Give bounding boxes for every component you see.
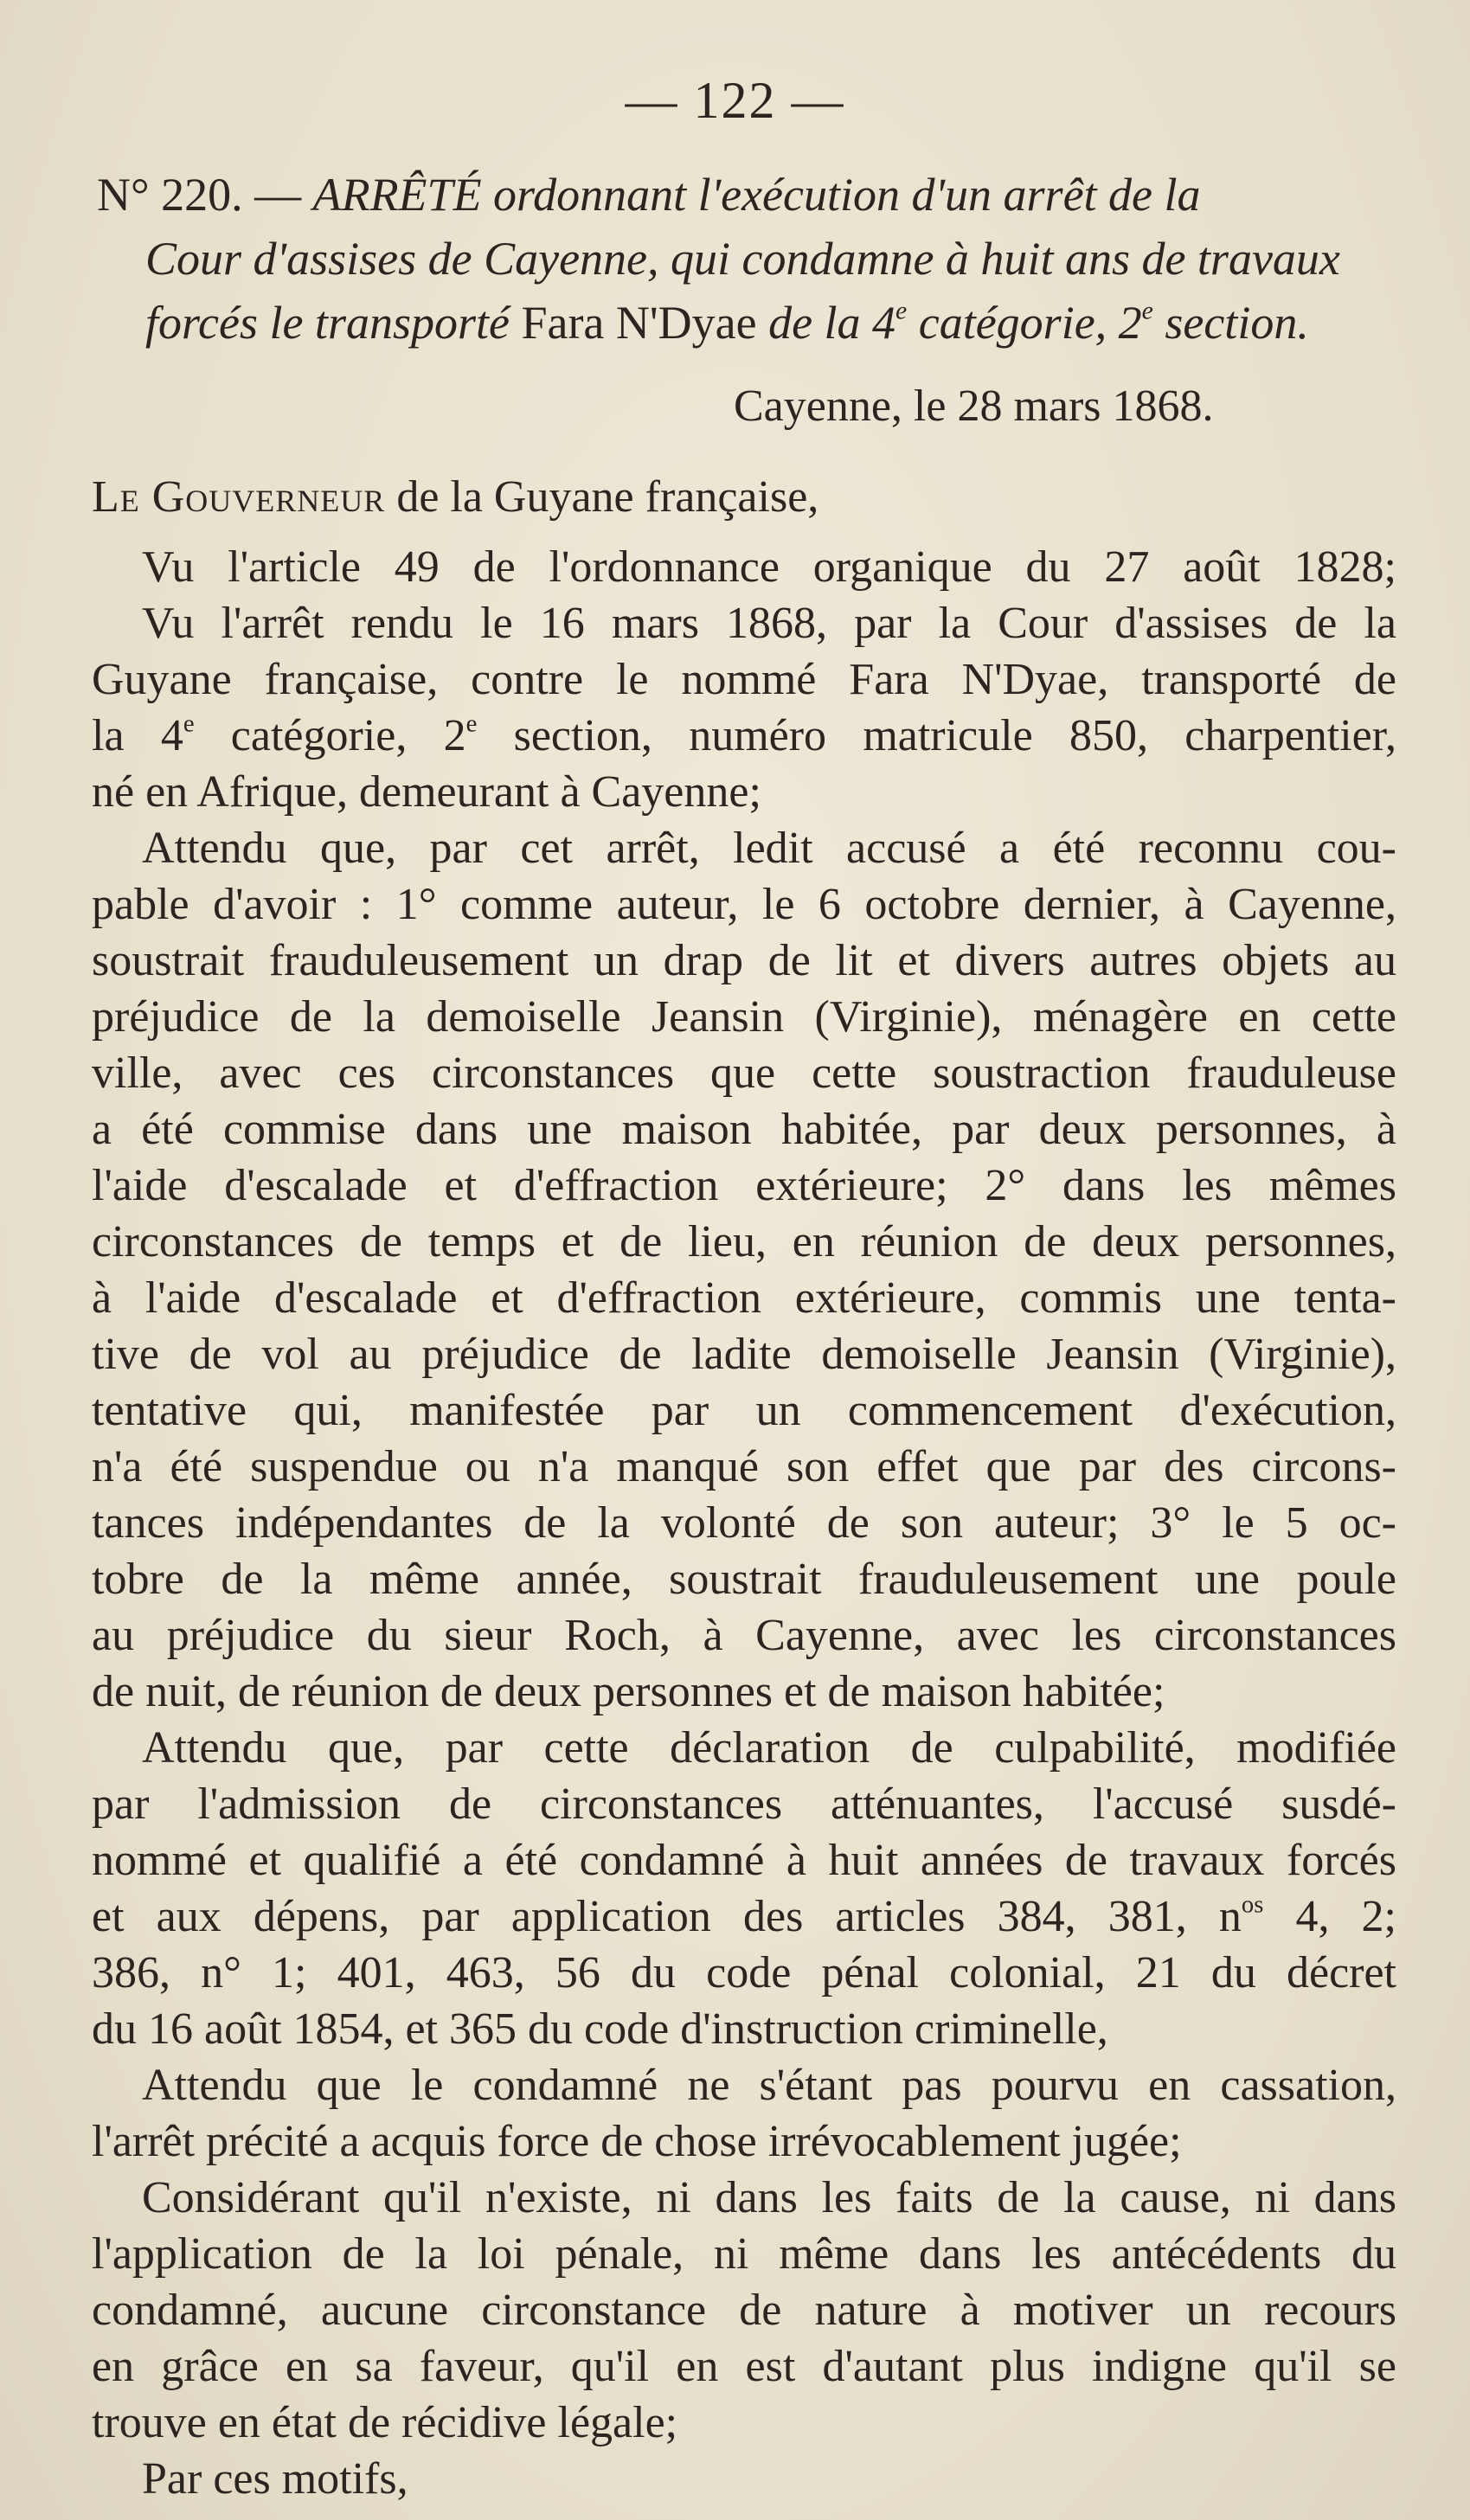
document-heading — [97, 163, 1395, 355]
text-line-10: ville, avec ces circonstances que cette soustraction frauduleuse — [92, 1048, 1396, 1098]
heading-title-3: forcés le transporté — [145, 297, 522, 349]
text-line-13: circonstances de temps et de lieu, en réunion de deux personnes, — [92, 1217, 1396, 1266]
text-line-34: trouve en état de récidive légale; — [92, 2398, 678, 2447]
governor-line — [92, 469, 1396, 525]
governor-title: Le Gouverneur — [92, 472, 386, 522]
text-line-25b: 4, 2; — [1263, 1892, 1396, 1941]
text-line-17: n'a été suspendue ou n'a manqué son effet que par des circons- — [92, 1442, 1396, 1491]
text-line-25-sup: os — [1241, 1891, 1264, 1919]
text-line-6: Attendu que, par cet arrêt, ledit accusé a été reconnu cou- — [142, 824, 1396, 873]
text-line-33: en grâce en sa faveur, qu'il en est d'autant plus indigne qu'il se — [92, 2342, 1396, 2391]
text-line-15: tive de vol au préjudice de ladite demoiselle Jeansin (Virginie), — [92, 1330, 1396, 1379]
text-line-3: Guyane française, contre le nommé Fara N'Dyae, transporté de — [92, 655, 1396, 704]
text-line-4-sup2: e — [465, 710, 478, 738]
heading-number: N° 220. — — [97, 169, 313, 221]
heading-tail-1: de la 4 — [756, 297, 896, 349]
heading-line-2: Cour d'assises de Cayenne, qui condamne à huit ans de travaux — [145, 233, 1340, 285]
text-line-20: au préjudice du sieur Roch, à Cayenne, avec les circonstances — [92, 1611, 1396, 1660]
text-line-18: tances indépendantes de la volonté de son auteur; 3° le 5 oc- — [92, 1498, 1396, 1548]
body-text — [92, 469, 1396, 2507]
text-line-5: né en Afrique, demeurant à Cayenne; — [92, 767, 761, 817]
text-line-25 — [92, 1888, 1396, 1945]
text-line-4-sup1: e — [183, 710, 195, 738]
heading-name: Fara N'Dyae — [521, 297, 757, 349]
text-line-31: l'application de la loi pénale, ni même dans les antécédents du — [92, 2229, 1396, 2279]
text-line-2: Vu l'arrêt rendu le 16 mars 1868, par la Cour d'assises de la — [142, 599, 1396, 648]
heading-line-1 — [97, 163, 1395, 227]
text-line-26: 386, n° 1; 401, 463, 56 du code pénal colonial, 21 du décret — [92, 1948, 1396, 1997]
text-line-28: Attendu que le condamné ne s'étant pas pourvu en cassation, — [142, 2061, 1396, 2110]
text-line-4b: catégorie, 2 — [194, 711, 466, 760]
heading-tail-2: catégorie, 2 — [907, 297, 1142, 349]
text-line-22: Attendu que, par cette déclaration de culpabilité, modifiée — [142, 1723, 1396, 1773]
text-line-11: a été commise dans une maison habitée, par deux personnes, à — [92, 1105, 1396, 1154]
text-line-4 — [92, 708, 1396, 764]
page-number: — 122 — — [625, 72, 845, 129]
heading-tail-3: section. — [1152, 297, 1309, 349]
text-line-12: l'aide d'escalade et d'effraction extérieure; 2° dans les mêmes — [92, 1161, 1396, 1210]
text-line-7: pable d'avoir : 1° comme auteur, le 6 octobre dernier, à Cayenne, — [92, 880, 1396, 929]
heading-title-1: ARRÊTÉ ordonnant l'exécution d'un arrêt de la — [312, 169, 1201, 221]
text-line-29: l'arrêt précité a acquis force de chose irrévocablement jugée; — [92, 2117, 1182, 2166]
text-line-23: par l'admission de circonstances atténuantes, l'accusé susdé- — [92, 1779, 1396, 1829]
text-line-1: Vu l'article 49 de l'ordonnance organique du 27 août 1828; — [142, 542, 1396, 592]
text-line-19: tobre de la même année, soustrait frauduleusement une poule — [92, 1555, 1396, 1604]
text-line-35: Par ces motifs, — [142, 2454, 408, 2504]
text-line-8: soustrait frauduleusement un drap de lit et divers autres objets au — [92, 936, 1396, 985]
text-line-4a: la 4 — [92, 711, 183, 760]
governor-rest: de la Guyane française, — [385, 472, 819, 522]
text-line-25a: et aux dépens, par application des articles 384, 381, n — [92, 1892, 1242, 1941]
heading-line-3 — [97, 291, 1395, 355]
text-line-21: de nuit, de réunion de deux personnes et de maison habitée; — [92, 1667, 1165, 1716]
text-line-14: à l'aide d'escalade et d'effraction extérieure, commis une tenta- — [92, 1273, 1396, 1323]
text-line-32: condamné, aucune circonstance de nature à motiver un recours — [92, 2286, 1396, 2335]
text-line-27: du 16 août 1854, et 365 du code d'instruction criminelle, — [92, 2004, 1108, 2054]
text-line-9: préjudice de la demoiselle Jeansin (Virginie), ménagère en cette — [92, 992, 1396, 1042]
dateline: Cayenne, le 28 mars 1868. — [734, 382, 1214, 431]
text-line-16: tentative qui, manifestée par un commencement d'exécution, — [92, 1386, 1396, 1435]
text-line-30: Considérant qu'il n'existe, ni dans les faits de la cause, ni dans — [142, 2173, 1396, 2222]
text-line-24: nommé et qualifié a été condamné à huit années de travaux forcés — [92, 1836, 1396, 1885]
text-line-4c: section, numéro matricule 850, charpentier, — [477, 711, 1396, 760]
heading-sup-2: e — [1141, 297, 1153, 325]
heading-sup-1: e — [895, 297, 908, 325]
